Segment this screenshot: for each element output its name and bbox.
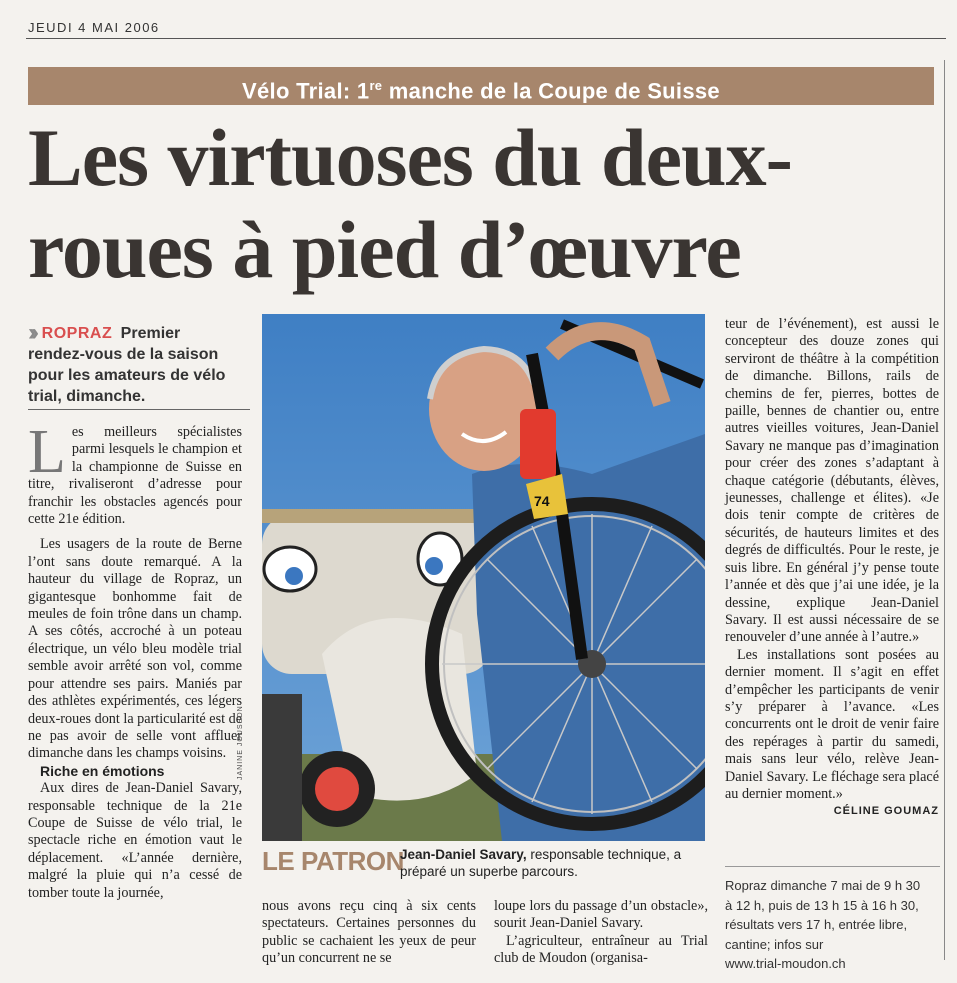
caption-body: responsable technique, a préparé un superbe parcours. xyxy=(400,847,682,879)
kicker-banner xyxy=(28,67,934,105)
author-signature: CÉLINE GOUMAZ xyxy=(833,805,939,818)
info-line-2: à 12 h, puis de 13 h 15 à 16 h 30, xyxy=(725,897,919,913)
lead-text: Premier rendez-vous de la saison pour les amateurs de vélo trial, dimanche. xyxy=(28,325,226,405)
lead-rule xyxy=(28,409,250,410)
photo-credit: JANINE JOUSSON xyxy=(237,705,244,780)
kicker-post: manche de la Coupe de Suisse xyxy=(382,78,720,104)
caption-text xyxy=(400,846,710,880)
headline-line1: Les virtuoses du deux- xyxy=(28,112,792,203)
col1-paragraph-1 xyxy=(28,418,242,528)
place-name: ROPRAZ xyxy=(41,325,113,342)
col1-p1-text: es meilleurs spécialistes parmi lesquels le champion et la championne de Suisse en titre, rivaliseront d’adresse pour franchir les obstacles agencés pour cette 21e édition. xyxy=(28,424,242,528)
caption-title: LE PATRON xyxy=(262,846,404,876)
dateline: JEUDI 4 MAI 2006 xyxy=(28,20,160,35)
column-3 xyxy=(494,898,708,968)
column-4 xyxy=(725,316,939,821)
info-website: www.trial-moudon.ch xyxy=(725,956,846,971)
col1-paragraph-3: Aux dires de Jean-Daniel Savary, responsable technique de la 21e Coupe de Suisse de vélo trial, le spectacle riche en émotion vaut le déplacement. «L’année dernière, malgré la pluie qui n’a cessé de tomber toute la journée, xyxy=(28,780,242,901)
column-2 xyxy=(262,898,476,968)
info-box xyxy=(725,876,940,974)
lead-paragraph xyxy=(28,319,233,407)
caption-name: Jean-Daniel Savary, xyxy=(400,847,527,862)
kicker-sup: re xyxy=(369,78,383,93)
chevron-icon: ›› xyxy=(28,319,36,346)
headline xyxy=(28,112,928,296)
col3-paragraph-2: L’agriculteur, entraîneur au Trial club de Moudon (organisa- xyxy=(494,932,708,967)
col3-paragraph-1: loupe lors du passage d’un obstacle», sourit Jean-Daniel Savary. xyxy=(494,898,708,932)
top-rule xyxy=(26,38,946,39)
col4-paragraph-1: teur de l’événement), est aussi le concepteur des douze zones qui serviront de théâtre à la compétition de dimanche. Billons, rails de chemins de fer, pierres, bottes de paille, bennes de chantier ou, entre autres vieilles voitures, Jean-Daniel Savary ne manque pas d’imagination pour créer des zones s’adaptant à chaque catégorie (débutants, élèves, jeunesses, challenge et élites). «Je dois tenir compte de critères de sécurités, de hauteurs limites et des degrés de difficultés. Pour le reste, je suis libre. En général j’y pense toute l’année et dès que j’ai une idée, je la dessine, explique Jean-Daniel Savary. Il est aussi nécessaire de se renouveler d’une année à l’autre.» xyxy=(725,316,939,646)
headline-line2: roues à pied d’œuvre xyxy=(28,204,741,295)
subhead: Riche en émotions xyxy=(40,762,165,779)
photo-illustration xyxy=(262,314,705,841)
info-line-1: Ropraz dimanche 7 mai de 9 h 30 xyxy=(725,878,921,893)
column-1 xyxy=(28,418,242,902)
kicker-pre: Vélo Trial: 1 xyxy=(242,78,370,104)
info-rule xyxy=(725,866,940,867)
dropcap: L xyxy=(28,418,66,486)
col4-paragraph-2: Les installations sont posées au dernier moment. Il s’agit en effet d’empêcher les participants de venir s’y préparer à l’avance. «Les concurrents ont le droit de venir faire des repérages à partir du samedi, mais sans leur vélo, relève Jean-Daniel Savary. Le fléchage sera placé au dernier moment.» xyxy=(725,646,939,802)
photo xyxy=(262,314,705,841)
col2-paragraph-1: nous avons reçu cinq à six cents spectateurs. Certaines personnes du public se cachaient les yeux de peur qu’un concurrent ne se xyxy=(262,898,476,967)
number-plate: 74 xyxy=(534,493,550,509)
column-rule xyxy=(944,60,945,960)
col1-paragraph-2: Les usagers de la route de Berne l’ont sans doute remarqué. A la hauteur du village de Ropraz, un gigantesque bonhomme fait de meules de foin trône dans un champ. A ses côtés, accroché à un poteau électrique, un vélo bleu modèle trial semble avoir arrêté son vol, comme pour attendre ses pairs. Maniés par des athlètes expérimentés, ces légers deux-roues dont la particularité est de ne pas avoir de selle vont affluer dimanche dans les champs voisins. xyxy=(28,536,242,762)
info-line-4: cantine; infos sur xyxy=(725,936,824,952)
info-line-3: résultats vers 17 h, entrée libre, xyxy=(725,917,908,932)
